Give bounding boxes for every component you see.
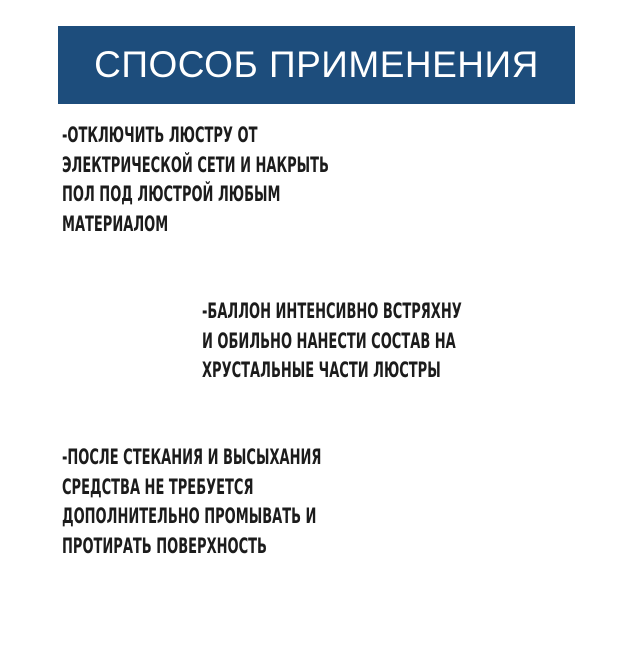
step-2-line-1: -БАЛЛОН ИНТЕНСИВНО ВСТРЯХНУ <box>202 299 462 323</box>
step-3-line-4: ПРОТИРАТЬ ПОВЕРХНОСТЬ <box>62 533 267 558</box>
step-2-line-2: И ОБИЛЬНО НАНЕСТИ СОСТАВ НА <box>202 328 456 353</box>
step-1-line-1: -ОТКЛЮЧИТЬ ЛЮСТРУ ОТ <box>62 123 258 147</box>
step-3-line-1: -ПОСЛЕ СТЕКАНИЯ И ВЫСЫХАНИЯ <box>62 445 322 469</box>
step-2-line-3: ХРУСТАЛЬНЫЕ ЧАСТИ ЛЮСТРЫ <box>202 358 441 382</box>
page-title: СПОСОБ ПРИМЕНЕНИЯ <box>94 44 539 85</box>
instruction-step-1 <box>62 121 329 239</box>
step-3-line-2: СРЕДСТВА НЕ ТРЕБУЕТСЯ <box>62 474 254 499</box>
instruction-step-3 <box>62 443 321 561</box>
title-banner <box>58 26 575 104</box>
step-3-line-3: ДОПОЛНИТЕЛЬНО ПРОМЫВАТЬ И <box>62 504 317 528</box>
step-1-line-2: ЭЛЕКТРИЧЕСКОЙ СЕТИ И НАКРЫТЬ <box>62 152 329 177</box>
step-1-line-3: ПОЛ ПОД ЛЮСТРОЙ ЛЮБЫМ <box>62 182 281 206</box>
step-1-line-4: МАТЕРИАЛОМ <box>62 211 169 236</box>
instruction-step-2 <box>202 297 462 386</box>
